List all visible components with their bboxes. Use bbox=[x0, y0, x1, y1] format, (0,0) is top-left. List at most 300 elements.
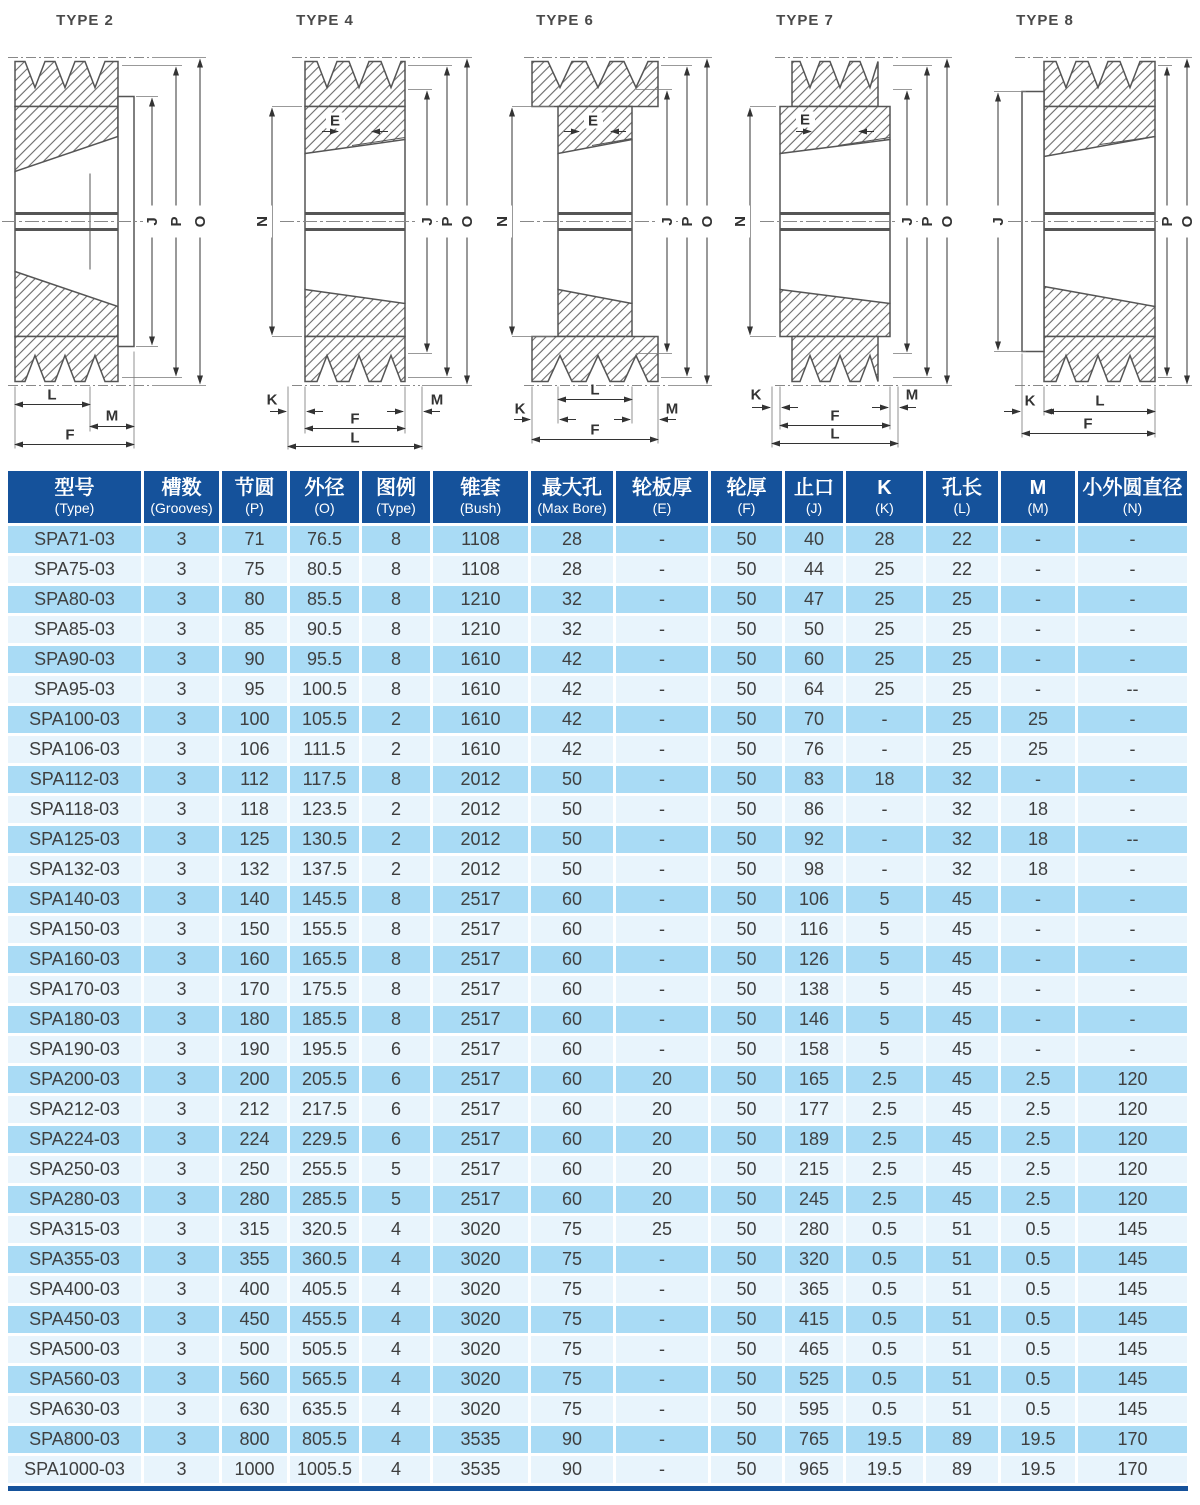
table-cell: 20 bbox=[616, 1126, 708, 1153]
table-cell: 75 bbox=[222, 556, 287, 583]
table-cell: 8 bbox=[362, 976, 430, 1003]
table-cell: 45 bbox=[926, 1096, 998, 1123]
table-cell: 145 bbox=[1078, 1336, 1187, 1363]
table-cell: 2.5 bbox=[846, 1186, 923, 1213]
dimension-labels bbox=[494, 113, 716, 439]
table-cell: 0.5 bbox=[1001, 1366, 1075, 1393]
table-cell: 3020 bbox=[433, 1246, 528, 1273]
table-cell: 45 bbox=[926, 1006, 998, 1033]
dim-label-f: F bbox=[350, 410, 360, 428]
table-cell: 126 bbox=[785, 946, 843, 973]
dim-label-o: O bbox=[939, 215, 956, 228]
table-cell: SPA75-03 bbox=[8, 556, 141, 583]
table-cell: 1108 bbox=[433, 526, 528, 553]
table-cell: 285.5 bbox=[290, 1186, 359, 1213]
dim-label-m: M bbox=[430, 391, 444, 409]
table-row bbox=[8, 1096, 1187, 1123]
table-cell: 25 bbox=[926, 586, 998, 613]
table-cell: 4 bbox=[362, 1456, 430, 1483]
table-cell: 50 bbox=[711, 1276, 782, 1303]
table-cell: 145 bbox=[1078, 1246, 1187, 1273]
table-cell: 20 bbox=[616, 1066, 708, 1093]
table-cell: 565.5 bbox=[290, 1366, 359, 1393]
table-cell: 465 bbox=[785, 1336, 843, 1363]
dimension-labels bbox=[254, 113, 476, 447]
table-row bbox=[8, 1336, 1187, 1363]
table-cell: - bbox=[1001, 1036, 1075, 1063]
table-cell: SPA125-03 bbox=[8, 826, 141, 853]
table-cell: 4 bbox=[362, 1336, 430, 1363]
table-row bbox=[8, 796, 1187, 823]
table-cell: 50 bbox=[711, 1456, 782, 1483]
table-cell: 185.5 bbox=[290, 1006, 359, 1033]
table-cell: 145 bbox=[1078, 1276, 1187, 1303]
pulley-drawing-type2 bbox=[0, 34, 240, 464]
table-cell: 18 bbox=[846, 766, 923, 793]
table-row bbox=[8, 1456, 1187, 1483]
table-cell: 45 bbox=[926, 886, 998, 913]
table-cell: 0.5 bbox=[1001, 1216, 1075, 1243]
table-cell: 50 bbox=[711, 586, 782, 613]
table-cell: 60 bbox=[531, 1186, 613, 1213]
dim-label-p: P bbox=[1159, 216, 1176, 227]
table-cell: 50 bbox=[711, 736, 782, 763]
dim-label-n: N bbox=[494, 216, 511, 227]
table-cell: 85.5 bbox=[290, 586, 359, 613]
table-cell: - bbox=[1078, 856, 1187, 883]
column-header: M (M) bbox=[1001, 471, 1075, 523]
dim-label-j: J bbox=[144, 217, 161, 226]
dim-label-l: L bbox=[590, 381, 600, 399]
table-cell: 215 bbox=[785, 1156, 843, 1183]
table-cell: - bbox=[616, 856, 708, 883]
table-cell: - bbox=[1078, 586, 1187, 613]
table-cell: SPA140-03 bbox=[8, 886, 141, 913]
table-cell: 3 bbox=[144, 616, 219, 643]
dim-label-n: N bbox=[254, 216, 271, 227]
table-cell: 50 bbox=[711, 1036, 782, 1063]
table-cell: 2517 bbox=[433, 1066, 528, 1093]
table-cell: 50 bbox=[711, 1066, 782, 1093]
table-header-row bbox=[8, 471, 1187, 523]
table-cell: 1108 bbox=[433, 556, 528, 583]
table-cell: 50 bbox=[711, 646, 782, 673]
diagram-type4-title: TYPE 4 bbox=[296, 12, 354, 29]
table-header bbox=[8, 471, 1187, 523]
table-cell: 50 bbox=[711, 796, 782, 823]
table-cell: 50 bbox=[711, 1126, 782, 1153]
table-cell: - bbox=[1078, 736, 1187, 763]
table-cell: 50 bbox=[711, 826, 782, 853]
column-header: K (K) bbox=[846, 471, 923, 523]
dim-label-j: J bbox=[899, 217, 916, 226]
table-cell: 45 bbox=[926, 1156, 998, 1183]
table-cell: - bbox=[846, 856, 923, 883]
pulley-drawing-type7 bbox=[720, 34, 960, 464]
dim-label-p: P bbox=[168, 216, 185, 227]
dim-label-f: F bbox=[830, 407, 840, 425]
table-cell: 4 bbox=[362, 1246, 430, 1273]
table-cell: 32 bbox=[926, 766, 998, 793]
table-cell: 4 bbox=[362, 1396, 430, 1423]
table-cell: 2.5 bbox=[1001, 1066, 1075, 1093]
table-cell: 120 bbox=[1078, 1126, 1187, 1153]
table-cell: SPA170-03 bbox=[8, 976, 141, 1003]
pulley-drawing-type8 bbox=[960, 34, 1200, 464]
table-cell: SPA400-03 bbox=[8, 1276, 141, 1303]
table-cell: 245 bbox=[785, 1186, 843, 1213]
table-cell: 92 bbox=[785, 826, 843, 853]
table-cell: -- bbox=[1078, 676, 1187, 703]
table-cell: 155.5 bbox=[290, 916, 359, 943]
table-cell: 20 bbox=[616, 1096, 708, 1123]
table-cell: 5 bbox=[846, 946, 923, 973]
table-cell: 50 bbox=[711, 616, 782, 643]
table-cell: 60 bbox=[531, 916, 613, 943]
table-cell: SPA355-03 bbox=[8, 1246, 141, 1273]
table-cell: 8 bbox=[362, 1006, 430, 1033]
diagram-type8 bbox=[960, 12, 1200, 468]
table-cell: 595 bbox=[785, 1396, 843, 1423]
table-cell: - bbox=[846, 826, 923, 853]
table-cell: - bbox=[616, 706, 708, 733]
table-cell: 8 bbox=[362, 946, 430, 973]
table-cell: 165 bbox=[785, 1066, 843, 1093]
table-cell: 177 bbox=[785, 1096, 843, 1123]
table-cell: 280 bbox=[222, 1186, 287, 1213]
table-cell: 5 bbox=[846, 1006, 923, 1033]
table-cell: 3 bbox=[144, 586, 219, 613]
table-cell: 6 bbox=[362, 1096, 430, 1123]
table-cell: 45 bbox=[926, 946, 998, 973]
table-cell: 50 bbox=[711, 1396, 782, 1423]
dim-label-l: L bbox=[830, 425, 840, 443]
table-cell: 150 bbox=[222, 916, 287, 943]
table-cell: 45 bbox=[926, 1066, 998, 1093]
table-cell: 3 bbox=[144, 1396, 219, 1423]
table-cell: 60 bbox=[531, 1126, 613, 1153]
table-cell: 365 bbox=[785, 1276, 843, 1303]
column-header: 孔长 (L) bbox=[926, 471, 998, 523]
table-cell: 2517 bbox=[433, 1036, 528, 1063]
table-cell: SPA560-03 bbox=[8, 1366, 141, 1393]
table-cell: 0.5 bbox=[846, 1246, 923, 1273]
table-cell: 2517 bbox=[433, 916, 528, 943]
table-cell: 405.5 bbox=[290, 1276, 359, 1303]
table-cell: 50 bbox=[711, 1366, 782, 1393]
table-cell: - bbox=[846, 796, 923, 823]
table-cell: 18 bbox=[1001, 826, 1075, 853]
table-row bbox=[8, 736, 1187, 763]
dim-label-n: N bbox=[732, 216, 749, 227]
table-cell: - bbox=[1078, 1036, 1187, 1063]
table-cell: 3 bbox=[144, 1156, 219, 1183]
dim-label-f: F bbox=[590, 421, 600, 439]
table-cell: 45 bbox=[926, 1186, 998, 1213]
table-row bbox=[8, 1186, 1187, 1213]
table-row bbox=[8, 706, 1187, 733]
table-cell: SPA90-03 bbox=[8, 646, 141, 673]
table-cell: - bbox=[616, 976, 708, 1003]
table-cell: - bbox=[1001, 886, 1075, 913]
table-cell: 8 bbox=[362, 766, 430, 793]
dim-label-k: K bbox=[514, 400, 526, 418]
table-cell: SPA200-03 bbox=[8, 1066, 141, 1093]
table-cell: 5 bbox=[846, 916, 923, 943]
table-cell: SPA190-03 bbox=[8, 1036, 141, 1063]
table-cell: 32 bbox=[926, 796, 998, 823]
table-cell: 51 bbox=[926, 1276, 998, 1303]
table-cell: SPA71-03 bbox=[8, 526, 141, 553]
table-bottom-border bbox=[8, 1486, 1188, 1491]
table-cell: 3 bbox=[144, 1096, 219, 1123]
table-cell: 145 bbox=[1078, 1396, 1187, 1423]
dim-label-m: M bbox=[105, 407, 119, 425]
table-cell: - bbox=[1078, 886, 1187, 913]
table-cell: 170 bbox=[1078, 1456, 1187, 1483]
table-cell: 60 bbox=[531, 1066, 613, 1093]
table-cell: - bbox=[1001, 916, 1075, 943]
table-cell: - bbox=[616, 1006, 708, 1033]
table-cell: 25 bbox=[1001, 736, 1075, 763]
table-cell: - bbox=[1078, 616, 1187, 643]
table-cell: 90 bbox=[531, 1456, 613, 1483]
table-cell: - bbox=[616, 1246, 708, 1273]
table-cell: 76 bbox=[785, 736, 843, 763]
table-cell: SPA106-03 bbox=[8, 736, 141, 763]
table-cell: 3 bbox=[144, 886, 219, 913]
table-cell: - bbox=[616, 676, 708, 703]
table-cell: 195.5 bbox=[290, 1036, 359, 1063]
table-cell: 95 bbox=[222, 676, 287, 703]
pulley-diagrams-section bbox=[0, 0, 1200, 468]
dim-label-o: O bbox=[1179, 215, 1196, 228]
table-cell: 25 bbox=[1001, 706, 1075, 733]
table-cell: 60 bbox=[531, 946, 613, 973]
table-cell: 145.5 bbox=[290, 886, 359, 913]
table-cell: - bbox=[1078, 526, 1187, 553]
table-cell: 32 bbox=[531, 616, 613, 643]
table-cell: 3020 bbox=[433, 1396, 528, 1423]
table-cell: 4 bbox=[362, 1426, 430, 1453]
table-cell: 190 bbox=[222, 1036, 287, 1063]
dim-label-f: F bbox=[65, 426, 75, 444]
table-cell: 630 bbox=[222, 1396, 287, 1423]
table-cell: 25 bbox=[616, 1216, 708, 1243]
table-cell: 120 bbox=[1078, 1156, 1187, 1183]
table-cell: 2.5 bbox=[1001, 1096, 1075, 1123]
table-cell: 132 bbox=[222, 856, 287, 883]
dim-label-o: O bbox=[192, 215, 209, 228]
diagram-type2-title: TYPE 2 bbox=[56, 12, 114, 29]
table-cell: 360.5 bbox=[290, 1246, 359, 1273]
table-cell: 75 bbox=[531, 1276, 613, 1303]
table-cell: SPA500-03 bbox=[8, 1336, 141, 1363]
table-cell: 106 bbox=[222, 736, 287, 763]
table-cell: 18 bbox=[1001, 856, 1075, 883]
table-row bbox=[8, 526, 1187, 553]
table-cell: 25 bbox=[926, 616, 998, 643]
diagram-type2 bbox=[0, 12, 240, 468]
table-cell: - bbox=[616, 886, 708, 913]
table-cell: 25 bbox=[926, 676, 998, 703]
pulley-drawing-type4 bbox=[240, 34, 480, 464]
table-cell: 2517 bbox=[433, 1096, 528, 1123]
table-cell: SPA85-03 bbox=[8, 616, 141, 643]
table-cell: SPA132-03 bbox=[8, 856, 141, 883]
table-cell: 117.5 bbox=[290, 766, 359, 793]
table-row bbox=[8, 1306, 1187, 1333]
table-cell: 3020 bbox=[433, 1366, 528, 1393]
table-cell: 3020 bbox=[433, 1306, 528, 1333]
table-body bbox=[8, 526, 1187, 1483]
table-cell: 0.5 bbox=[846, 1306, 923, 1333]
table-cell: 89 bbox=[926, 1456, 998, 1483]
table-cell: 4 bbox=[362, 1216, 430, 1243]
table-cell: 2.5 bbox=[846, 1156, 923, 1183]
table-cell: 45 bbox=[926, 976, 998, 1003]
table-cell: 125 bbox=[222, 826, 287, 853]
table-cell: 224 bbox=[222, 1126, 287, 1153]
table-cell: 3 bbox=[144, 796, 219, 823]
table-cell: 40 bbox=[785, 526, 843, 553]
table-cell: 32 bbox=[531, 586, 613, 613]
diagram-type7 bbox=[720, 12, 960, 468]
table-cell: 60 bbox=[531, 1156, 613, 1183]
table-row bbox=[8, 1216, 1187, 1243]
table-row bbox=[8, 856, 1187, 883]
table-cell: - bbox=[616, 586, 708, 613]
table-cell: 2517 bbox=[433, 976, 528, 1003]
table-cell: 180 bbox=[222, 1006, 287, 1033]
table-cell: 3 bbox=[144, 1276, 219, 1303]
table-row bbox=[8, 1276, 1187, 1303]
table-cell: 170 bbox=[1078, 1426, 1187, 1453]
table-cell: 3020 bbox=[433, 1336, 528, 1363]
table-cell: 86 bbox=[785, 796, 843, 823]
table-cell: 145 bbox=[1078, 1216, 1187, 1243]
table-cell: 2 bbox=[362, 736, 430, 763]
table-cell: 165.5 bbox=[290, 946, 359, 973]
table-cell: 8 bbox=[362, 646, 430, 673]
table-cell: 20 bbox=[616, 1156, 708, 1183]
table-row bbox=[8, 946, 1187, 973]
table-cell: 42 bbox=[531, 706, 613, 733]
table-row bbox=[8, 1006, 1187, 1033]
table-cell: 1610 bbox=[433, 736, 528, 763]
table-cell: - bbox=[616, 1426, 708, 1453]
table-cell: 0.5 bbox=[846, 1336, 923, 1363]
table-cell: 2.5 bbox=[1001, 1186, 1075, 1213]
table-cell: 3 bbox=[144, 526, 219, 553]
table-cell: 3 bbox=[144, 1066, 219, 1093]
table-cell: 4 bbox=[362, 1366, 430, 1393]
table-cell: 525 bbox=[785, 1366, 843, 1393]
table-cell: 60 bbox=[531, 1096, 613, 1123]
table-cell: 2012 bbox=[433, 856, 528, 883]
table-cell: 5 bbox=[846, 1036, 923, 1063]
table-cell: 105.5 bbox=[290, 706, 359, 733]
table-cell: 112 bbox=[222, 766, 287, 793]
table-cell: 18 bbox=[1001, 796, 1075, 823]
table-cell: - bbox=[1001, 976, 1075, 1003]
table-cell: 51 bbox=[926, 1396, 998, 1423]
table-cell: 3 bbox=[144, 706, 219, 733]
table-cell: - bbox=[616, 1456, 708, 1483]
table-cell: 22 bbox=[926, 526, 998, 553]
table-cell: 90.5 bbox=[290, 616, 359, 643]
dim-label-j: J bbox=[659, 217, 676, 226]
table-cell: - bbox=[616, 1366, 708, 1393]
table-cell: - bbox=[616, 616, 708, 643]
table-cell: 0.5 bbox=[846, 1366, 923, 1393]
table-row bbox=[8, 1156, 1187, 1183]
table-cell: 25 bbox=[846, 586, 923, 613]
table-cell: - bbox=[1078, 706, 1187, 733]
table-cell: 3 bbox=[144, 676, 219, 703]
table-cell: 3 bbox=[144, 556, 219, 583]
table-cell: - bbox=[1001, 526, 1075, 553]
table-cell: 70 bbox=[785, 706, 843, 733]
table-cell: 2 bbox=[362, 826, 430, 853]
table-cell: 28 bbox=[846, 526, 923, 553]
dim-label-k: K bbox=[750, 386, 762, 404]
table-cell: - bbox=[616, 946, 708, 973]
table-cell: 45 bbox=[926, 1036, 998, 1063]
table-cell: 765 bbox=[785, 1426, 843, 1453]
table-cell: - bbox=[616, 1336, 708, 1363]
table-cell: 505.5 bbox=[290, 1336, 359, 1363]
table-cell: SPA118-03 bbox=[8, 796, 141, 823]
table-cell: - bbox=[1001, 946, 1075, 973]
table-cell: 28 bbox=[531, 526, 613, 553]
table-cell: 965 bbox=[785, 1456, 843, 1483]
table-cell: 50 bbox=[711, 1006, 782, 1033]
table-cell: 47 bbox=[785, 586, 843, 613]
table-cell: SPA630-03 bbox=[8, 1396, 141, 1423]
table-cell: 44 bbox=[785, 556, 843, 583]
table-cell: - bbox=[1001, 1006, 1075, 1033]
table-cell: 170 bbox=[222, 976, 287, 1003]
dim-label-j: J bbox=[990, 217, 1007, 226]
table-cell: 22 bbox=[926, 556, 998, 583]
table-cell: 45 bbox=[926, 1126, 998, 1153]
column-header: 轮厚 (F) bbox=[711, 471, 782, 523]
table-cell: 25 bbox=[926, 736, 998, 763]
table-cell: 50 bbox=[711, 1426, 782, 1453]
table-cell: 1005.5 bbox=[290, 1456, 359, 1483]
table-cell: SPA80-03 bbox=[8, 586, 141, 613]
table-cell: 50 bbox=[711, 1186, 782, 1213]
table-cell: 3 bbox=[144, 766, 219, 793]
table-cell: 2.5 bbox=[846, 1066, 923, 1093]
table-cell: 64 bbox=[785, 676, 843, 703]
table-cell: 0.5 bbox=[1001, 1276, 1075, 1303]
table-cell: 60 bbox=[531, 1006, 613, 1033]
column-header: 止口 (J) bbox=[785, 471, 843, 523]
table-cell: SPA112-03 bbox=[8, 766, 141, 793]
table-cell: 6 bbox=[362, 1126, 430, 1153]
table-cell: - bbox=[1001, 676, 1075, 703]
table-cell: 50 bbox=[711, 766, 782, 793]
table-cell: 500 bbox=[222, 1336, 287, 1363]
dim-label-p: P bbox=[919, 216, 936, 227]
diagram-type4 bbox=[240, 12, 480, 468]
table-cell: 2.5 bbox=[846, 1096, 923, 1123]
table-cell: 3 bbox=[144, 646, 219, 673]
table-cell: 3020 bbox=[433, 1216, 528, 1243]
table-cell: 51 bbox=[926, 1336, 998, 1363]
